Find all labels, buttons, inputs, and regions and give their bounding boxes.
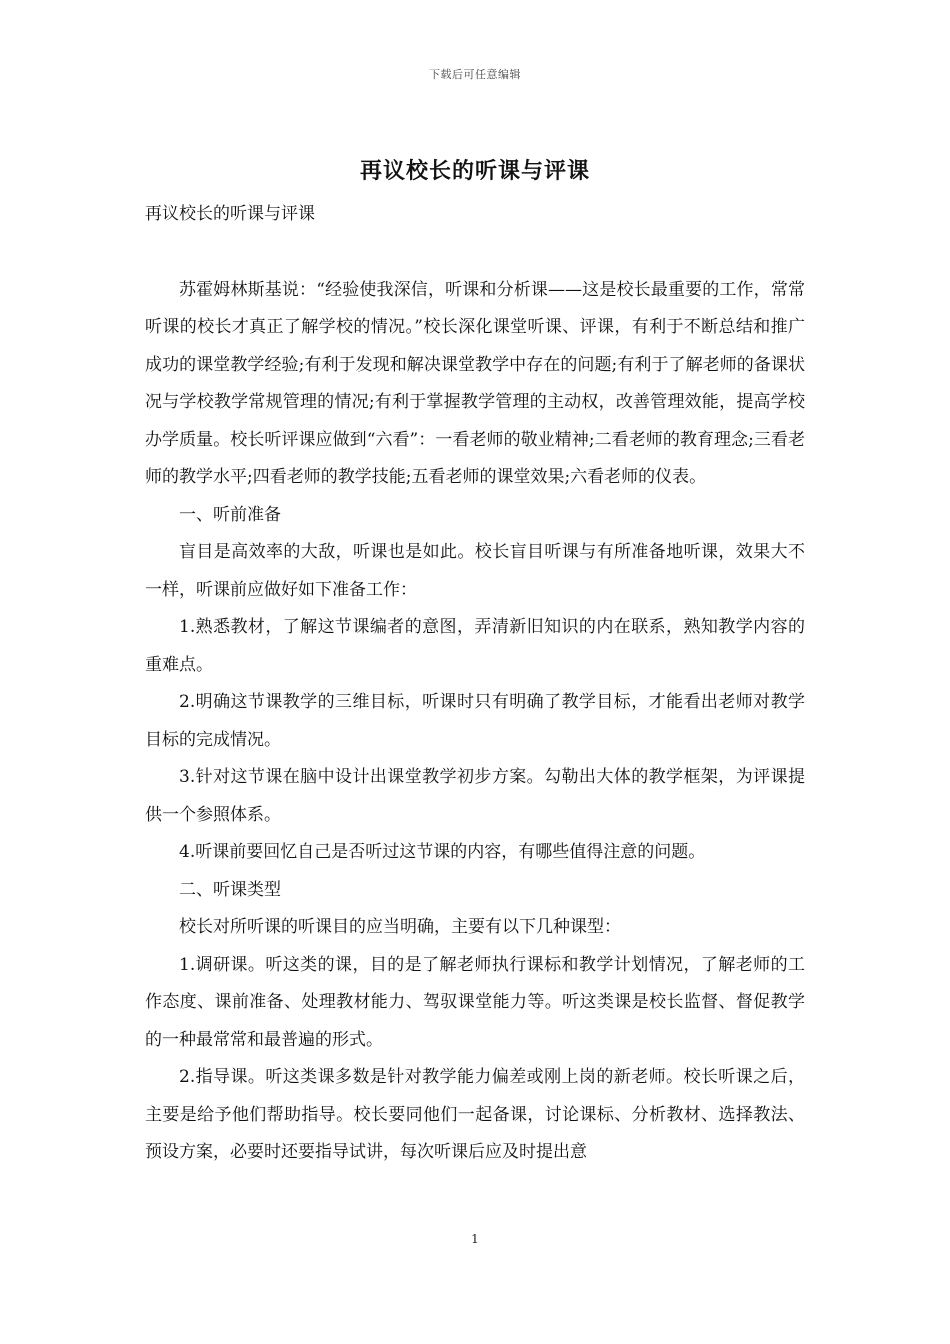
list-item: 3.针对这节课在脑中设计出课堂教学初步方案。勾勒出大体的教学框架，为评课提供一个参照体系。 <box>145 767 805 825</box>
paragraph: 校长对所听课的听课目的应当明确，主要有以下几种课型： <box>179 917 621 937</box>
document-title: 再议校长的听课与评课 <box>359 158 590 184</box>
section-heading-preparation: 一、听前准备 <box>179 504 281 525</box>
list-item: 4.听课前要回忆自己是否听过这节课的内容，有哪些值得注意的问题。 <box>179 842 706 862</box>
paragraph-intro: 苏霍姆林斯基说：“经验使我深信，听课和分析课——这是校长最重要的工作，常常听课的校长才真正了解学校的情况。”校长深化课堂听课、评课，有利于不断总结和推广成功的课堂教学经验;有利于发现和解决课堂教学中存在的问题;有利于了解老师的备课状况与学校教学常规管理的情况;有利于掌握教学管理的主动权，改善管理效能，提高学校办学质量。校长听评课应做到“六看”：一看老师的敬业精神;二看老师的教育理念;三看老师的教学水平;四看老师的教学技能;五看老师的课堂效果;六看老师的仪表。 <box>145 279 805 487</box>
list-item: 2.明确这节课教学的三维目标，听课时只有明确了教学目标，才能看出老师对教学目标的完成情况。 <box>145 692 805 750</box>
page-number: 1 <box>471 1232 479 1246</box>
blank-line <box>145 234 805 272</box>
section-heading-lesson-types: 二、听课类型 <box>179 879 281 900</box>
list-item: 2.指导课。听这类课多数是针对教学能力偏差或刚上岗的新老师。校长听课之后，主要是给予他们帮助指导。校长要同他们一起备课，讨论课标、分析教材、选择教法、预设方案，必要时还要指导试讲，每次听课后应及时提出意 <box>145 1067 805 1162</box>
paragraph: 盲目是高效率的大敌，听课也是如此。校长盲目听课与有所准备地听课，效果大不一样，听课前应做好如下准备工作： <box>145 542 805 600</box>
header-note: 下载后可任意编辑 <box>429 68 521 81</box>
document-subtitle: 再议校长的听课与评课 <box>145 204 315 224</box>
document-body <box>145 196 805 1172</box>
list-item: 1.调研课。听这类的课，目的是了解老师执行课标和教学计划情况，了解老师的工作态度、课前准备、处理教材能力、驾驭课堂能力等。听这类课是校长监督、督促教学的一种最常常和最普遍的形式。 <box>145 954 805 1050</box>
list-item: 1.熟悉教材，了解这节课编者的意图，弄清新旧知识的内在联系，熟知教学内容的重难点。 <box>145 617 805 675</box>
